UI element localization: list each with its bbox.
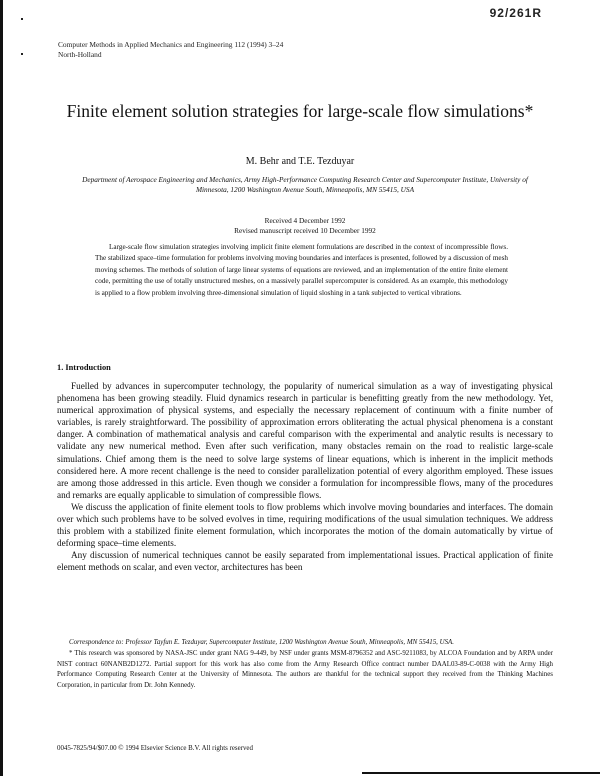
- received-date: Received 4 December 1992: [264, 216, 346, 225]
- scan-speck: [21, 18, 23, 20]
- scan-border: [0, 0, 3, 776]
- affiliation: Department of Aerospace Engineering and Mechanics, Army High-Performance Computing Research Center and Supercomputer Institute, University of Minnesota, 1200 Washington Avenue South, Minneapolis, MN 55415, USA: [82, 175, 528, 194]
- journal-citation: [58, 40, 283, 60]
- paper-title: Finite element solution strategies for large-scale flow simulations*: [66, 101, 534, 121]
- abstract-text: Large-scale flow simulation strategies involving implicit finite element formulations are described in the context of incompressible flows. The stabilized space–time formulation for problems involving moving boundaries and interfaces is presented, followed by a discussion of mesh moving schemes. The methods of solution of large linear systems of equations are reviewed, and an implementation of the entire finite element code, permitting the use of totally unstructured meshes, on a massively parallel supercomputer is considered. As an example, this methodology is applied to a flow problem involving three-dimensional simulation of liquid sloshing in a tank subjected to vertical vibrations.: [95, 243, 508, 297]
- journal-line: Computer Methods in Applied Mechanics and Engineering 112 (1994) 3–24: [58, 40, 284, 49]
- correspondence-label: Correspondence to:: [69, 639, 124, 646]
- copyright-line: 0045-7825/94/$07.00 © 1994 Elsevier Science B.V. All rights reserved: [57, 745, 253, 752]
- abstract: [95, 242, 508, 299]
- funding-note: * This research was sponsored by NASA-JSC under grant NAG 9-449, by NSF under grants MSM-8796352 and ASC-9211083, by ALCOA Foundation and by ARPA under NIST contract 60NANB2D1272. Partial support for this work has also come from the Army Research Office contract number DAAL03-89-C-0038 with the Army High Performance Computing Research Center at the University of Minnesota. The authors are thankful for the technical support they received from the Thinking Machines Corporation, in particular from Dr. John Kennedy.: [57, 649, 553, 690]
- correspondence-note: [57, 638, 553, 649]
- section-heading: 1. Introduction: [57, 363, 111, 372]
- correspondence-text: Professor Tayfun E. Tezduyar, Supercomputer Institute, 1200 Washington Avenue South, Minneapolis, MN 55415, USA.: [123, 639, 454, 646]
- authors: M. Behr and T.E. Tezduyar: [245, 156, 355, 167]
- paragraph: Fuelled by advances in supercomputer technology, the popularity of numerical simulation as a way of investigating physical phenomena has been growing steadily. Fluid dynamics research in particular is benefitting greatly from the new methodology. Yet, numerical approximation of physical systems, and especially the necessary replacement of continuum with a finite number of variables, is rarely straightforward. The possibility of approximation errors obliterating the actual physical phenomena is a constant danger. A combination of mathematical analysis and careful comparison with the experimental and analytic results is necessary to validate any new numerical method. Even after such verification, many obstacles remain on the road to realistic large-scale simulations. Chief among them is the need to solve large systems of linear equations, which is inherent in the implicit methods considered here. A more recent challenge is the need to consider parallelization potential of every algorithm employed. These issues are among those addressed in this article. Even though we consider a formulation for incompressible flows, many of the procedures and remarks are equally applicable to simulation of compressible flows.: [57, 381, 553, 500]
- footnotes: [57, 638, 553, 692]
- revised-date: Revised manuscript received 10 December 1992: [234, 226, 376, 235]
- paragraph: Any discussion of numerical techniques cannot be easily separated from implementational issues. Practical application of finite element methods on scalar, and even vector, architectures has been: [57, 550, 553, 573]
- scan-speck: [21, 53, 23, 55]
- dates: [80, 216, 530, 236]
- paragraph: We discuss the application of finite element tools to flow problems which involve moving boundaries and interfaces. The domain over which such problems have to be solved evolves in time, requiring modifications of the usual simulation techniques. We address this problem with a stabilized finite element formulation, which incorporates the motion of the domain automatically by virtue of deforming space–time elements.: [57, 501, 553, 549]
- publisher-line: North-Holland: [58, 50, 102, 59]
- section-body: [57, 380, 553, 574]
- report-number: 92/261R: [489, 6, 542, 20]
- scan-bottom-edge: [362, 772, 600, 774]
